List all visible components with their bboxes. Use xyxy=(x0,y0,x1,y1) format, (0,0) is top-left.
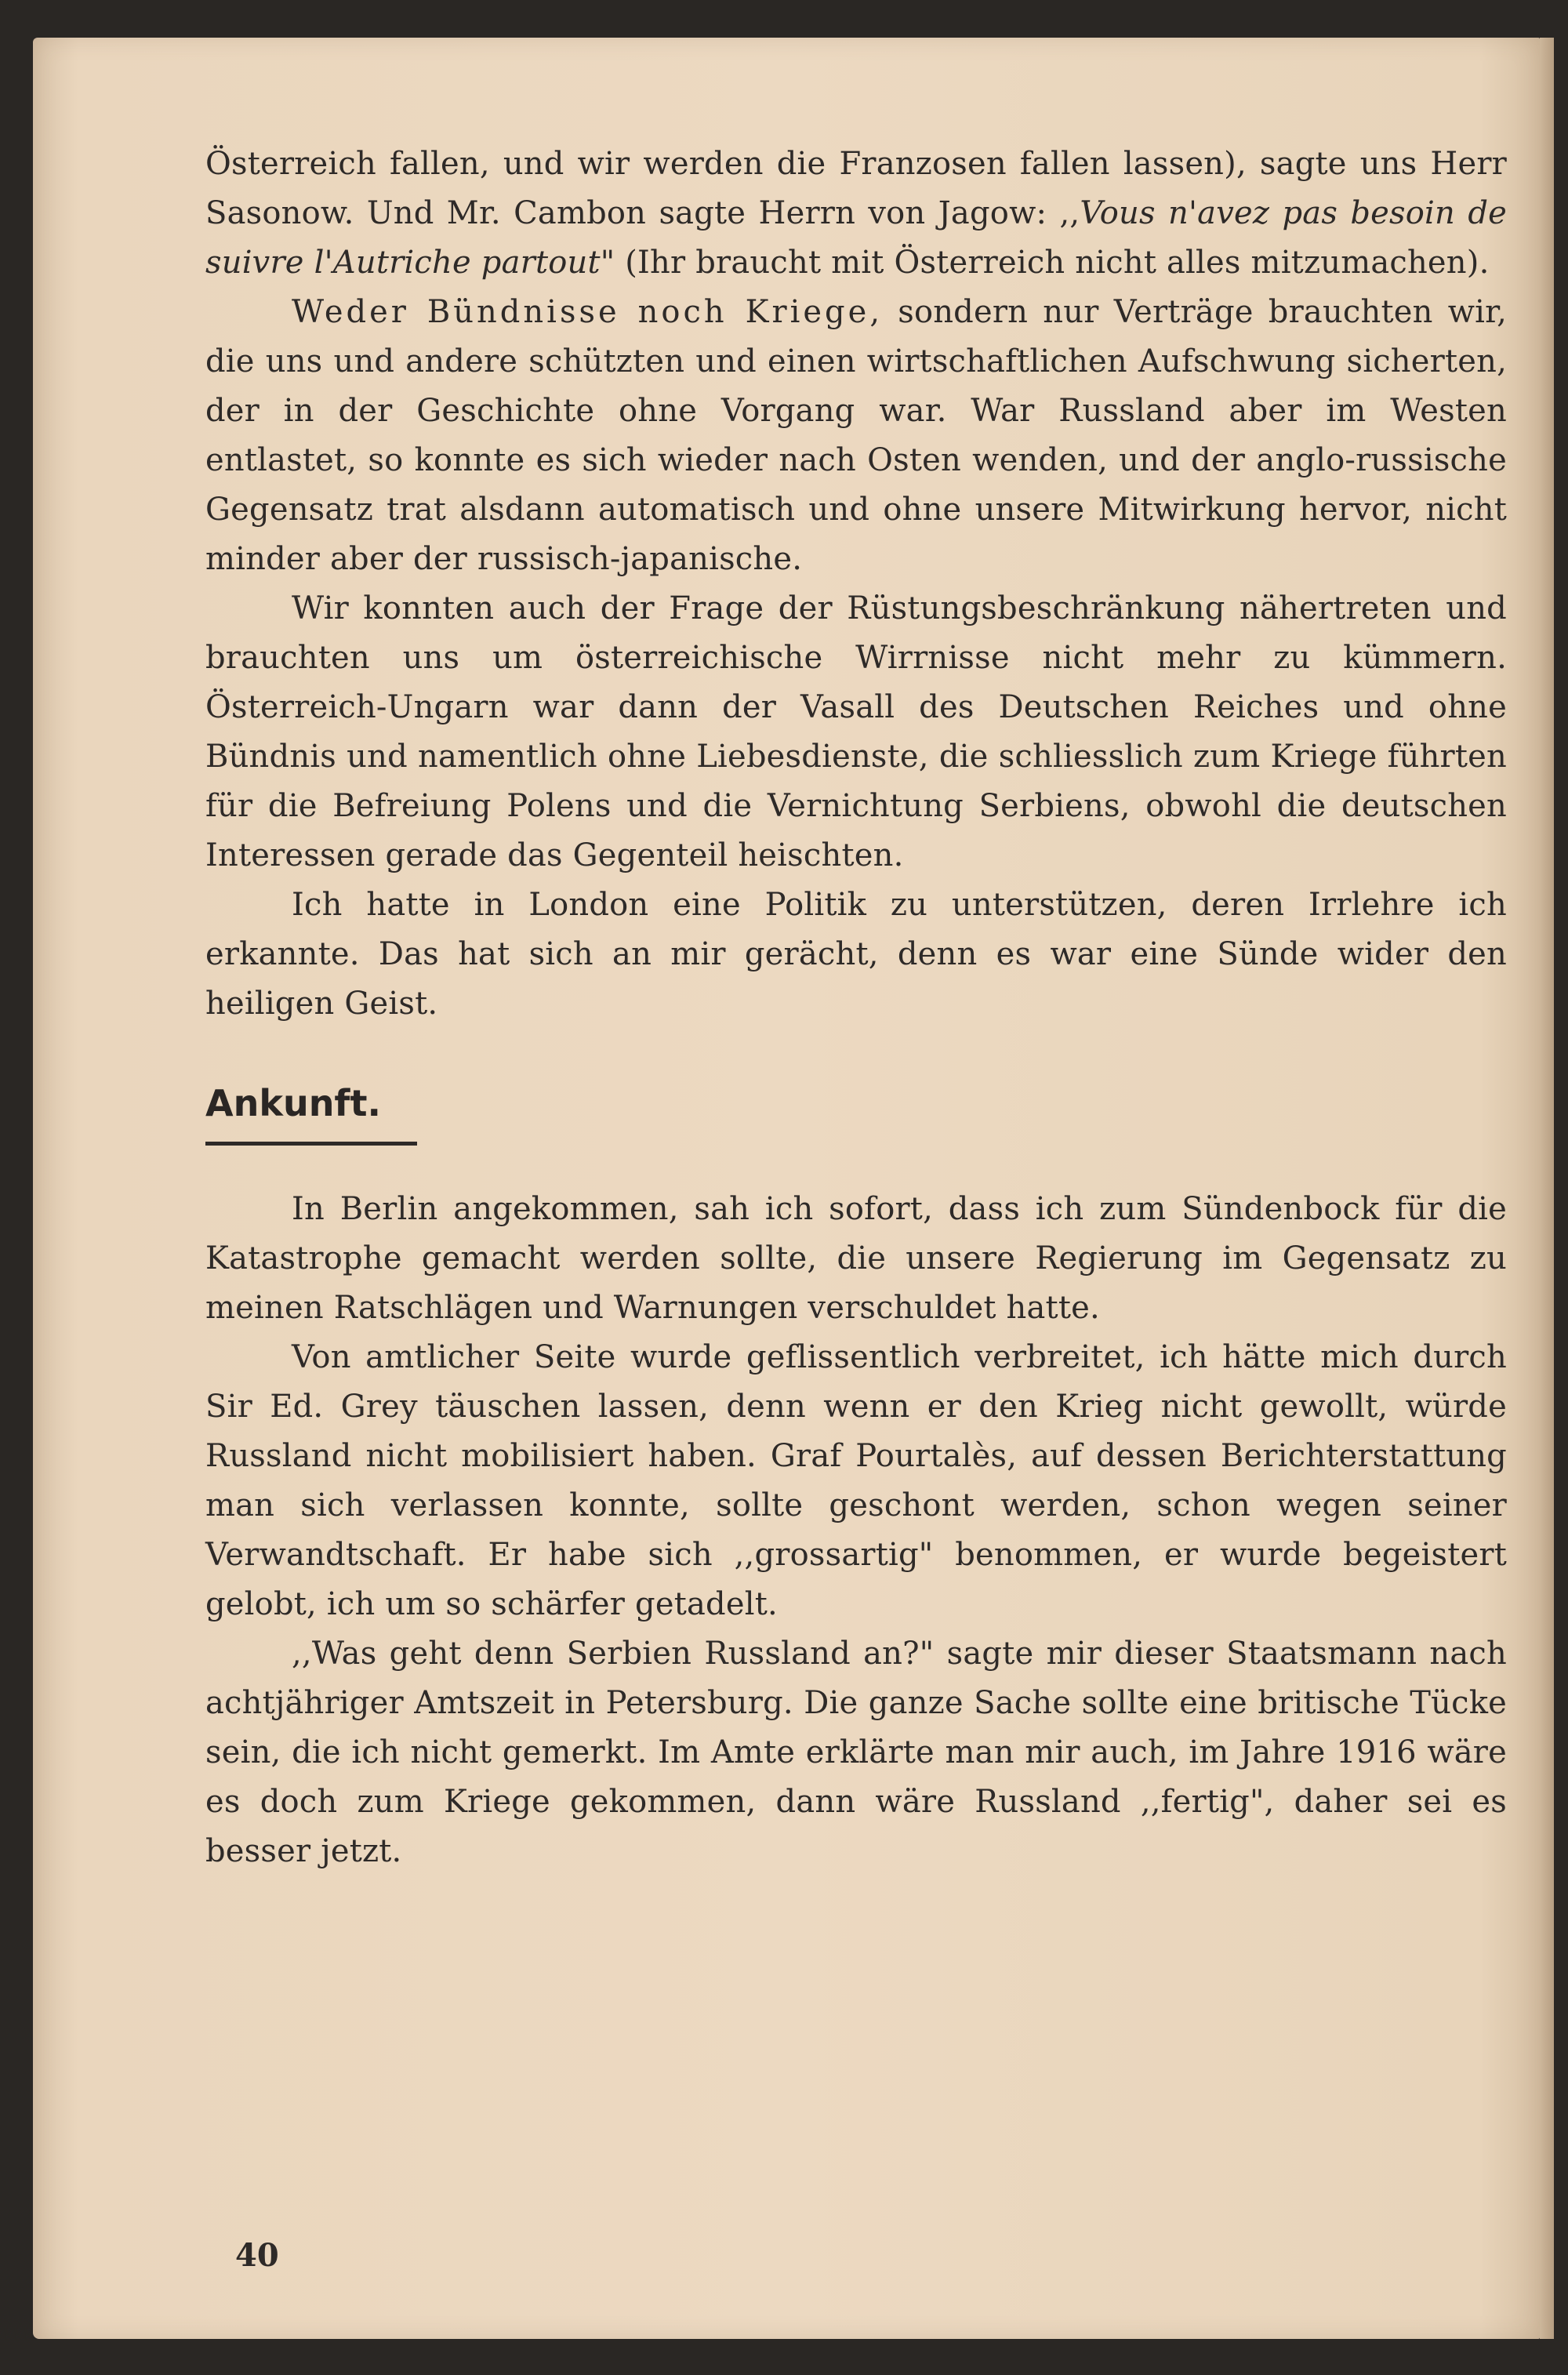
book-page xyxy=(33,38,1540,2339)
paragraph-7: ,,Was geht denn Serbien Russland an?" sagte mir dieser Staatsmann nach achtjähriger Amtszeit in Petersburg. Die ganze Sache sollte eine britische Tücke sein, die ich nicht gemerkt. Im Amte erklärte man mir auch, im Jahre 1916 wäre es doch zum Kriege gekommen, dann wäre Russland ,,fertig", daher sei es besser jetzt. xyxy=(205,1636,1507,1869)
paragraph-1-text-b: " (Ihr braucht mit Österreich nicht alles mitzumachen). xyxy=(600,245,1490,281)
paragraph-1-italic-quote: Vous n'avez pas besoin de suivre l'Autriche partout xyxy=(205,195,1507,281)
page-number: 40 xyxy=(235,2237,279,2274)
paragraph-3: Wir konnten auch der Frage der Rüstungsbeschränkung nähertreten und brauchten uns um österreichische Wirrnisse nicht mehr zu kümmern. Österreich-Ungarn war dann der Vasall des Deutschen Reiches und ohne Bündnis und namentlich ohne Liebesdienste, die schliesslich zum Kriege führten für die Befreiung Polens und die Vernichtung Serbiens, obwohl die deutschen Interessen gerade das Gegenteil heischten. xyxy=(205,590,1507,873)
paragraph-5: In Berlin angekommen, sah ich sofort, dass ich zum Sündenbock für die Katastrophe gemacht werden sollte, die unsere Regierung im Gegensatz zu meinen Ratschlägen und Warnungen verschuldet hatte. xyxy=(205,1191,1507,1326)
paragraph-4: Ich hatte in London eine Politik zu unterstützen, deren Irrlehre ich erkannte. Das hat sich an mir gerächt, denn es war eine Sünde wider den heiligen Geist. xyxy=(205,887,1507,1022)
paragraph-2 xyxy=(205,288,1507,584)
section-heading-text: Ankunft. xyxy=(205,1082,381,1124)
paragraph-1-text-a: Österreich fallen, und wir werden die Franzosen fallen lassen), sagte uns Herr Sasonow. Und Mr. Cambon sagte Herrn von Jagow: ,, xyxy=(205,146,1507,231)
section-heading xyxy=(205,1076,1507,1146)
paragraph-6: Von amtlicher Seite wurde geflissentlich verbreitet, ich hätte mich durch Sir Ed. Grey täuschen lassen, denn wenn er den Krieg nicht gewollt, würde Russland nicht mobilisiert haben. Graf Pourtalès, auf dessen Berichterstattung man sich verlassen konnte, sollte geschont werden, schon wegen seiner Verwandtschaft. Er habe sich ,,grossartig" benommen, er wurde begeistert gelobt, ich um so schärfer getadelt. xyxy=(205,1339,1507,1622)
paragraph-2-text: sondern nur Verträge brauchten wir, die uns und andere schützten und einen wirtschaftlichen Aufschwung sicherten, der in der Geschichte ohne Vorgang war. War Russland aber im Westen entlastet, so konnte es sich wieder nach Osten wenden, und der anglo-russische Gegensatz trat alsdann automatisch und ohne unsere Mitwirkung hervor, nicht minder aber der russisch-japanische. xyxy=(205,294,1508,577)
paragraph-2-spaced-phrase: Weder Bündnisse noch Kriege, xyxy=(292,294,884,330)
heading-underline xyxy=(205,1142,417,1146)
page-body xyxy=(205,140,1507,1876)
paragraph-1 xyxy=(205,140,1507,288)
page-edge xyxy=(1540,38,1554,2339)
